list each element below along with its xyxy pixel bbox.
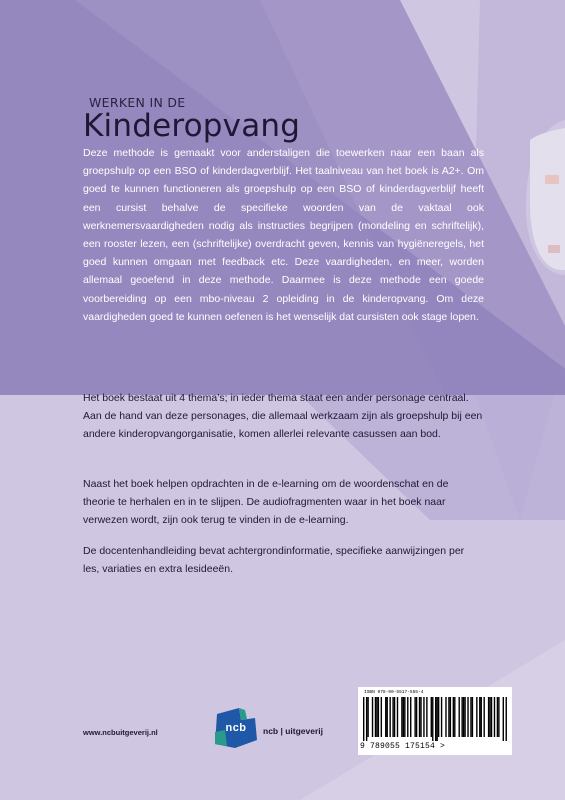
barcode-bar bbox=[420, 697, 421, 737]
barcode-bar bbox=[416, 697, 417, 737]
barcode-bar bbox=[436, 697, 437, 741]
barcode-bar bbox=[423, 697, 424, 737]
barcode-bar bbox=[367, 697, 368, 737]
barcode-bar bbox=[494, 697, 495, 737]
barcode-bar bbox=[381, 697, 382, 737]
book-title: Kinderopvang bbox=[83, 108, 301, 144]
barcode-bar bbox=[489, 697, 490, 737]
barcode-bar bbox=[472, 697, 473, 737]
barcode-bar bbox=[431, 697, 432, 737]
intro-paragraph: Deze methode is gemaakt voor anderstaligen die toewerken naar een baan als groepshulp op een BSO of kinderdagverblijf. Het taalniveau van het boek is A2+. Om goed te kunnen functioneren als groepshulp op een BSO of kinderdagverblijf heeft een cursist behalve de specifieke woorden van de vaktaal ook werknemersvaardigheden nodig als instructies begrijpen (mondeling en schriftelijk), een rooster lezen, een (schriftelijke) overdracht geven, kennis van hygiëneregels, het goed kunnen omgaan met feedback etc. Deze vaardigheden, en meer, worden allemaal geoefend in deze methode. Daarmee is deze methode een goede voorbereiding op een mbo-niveau 2 opleiding in de kinderopvang. Om deze vaardigheden goed te kunnen oefenen is het wenselijk dat cursisten ook stage lopen. bbox=[83, 147, 484, 323]
barcode-digits: 9 789055 175154 > bbox=[360, 742, 446, 751]
barcode-bar bbox=[464, 697, 465, 737]
barcode-bar bbox=[498, 697, 499, 737]
barcode-bar bbox=[438, 697, 439, 737]
barcode-bar bbox=[403, 697, 404, 737]
barcode-bar bbox=[363, 697, 364, 741]
barcode-bar bbox=[387, 697, 388, 737]
barcode-bar bbox=[459, 697, 460, 737]
barcode-bar bbox=[394, 697, 395, 737]
barcode-bars-icon bbox=[363, 697, 507, 741]
logo-text: ncb bbox=[225, 722, 247, 734]
barcode-bar bbox=[392, 697, 393, 737]
barcode-bar bbox=[407, 697, 408, 737]
barcode-bar bbox=[385, 697, 386, 737]
barcode-bar bbox=[404, 697, 405, 737]
barcode-bar bbox=[448, 697, 449, 737]
barcode-bar bbox=[454, 697, 455, 737]
barcode-bar bbox=[503, 697, 504, 741]
barcode-bar bbox=[461, 697, 462, 737]
body-paragraph: Het boek bestaat uit 4 thema’s; in ieder thema staat een ander personage centraal. Aan de hand van deze personages, die allemaal werkzaam zijn als groepshulp bij een andere kinderopvangorganisatie, komen allerlei relevante casussen aan bod. bbox=[83, 392, 483, 441]
barcode-bar bbox=[445, 697, 446, 737]
body-paragraph: De docentenhandleiding bevat achtergrondinformatie, specifieke aanwijzingen per les, variaties en extra lesideeën. bbox=[83, 545, 465, 576]
barcode-bar bbox=[378, 697, 379, 737]
barcode-bar bbox=[479, 697, 480, 737]
barcode-bar bbox=[366, 697, 367, 741]
barcode-bar bbox=[470, 697, 471, 737]
barcode-bar bbox=[453, 697, 454, 737]
barcode-bar bbox=[491, 697, 492, 737]
barcode-bar bbox=[401, 697, 402, 737]
isbn-text: ISBN 978-90-5517-555-4 bbox=[364, 690, 424, 695]
barcode-bar bbox=[389, 697, 390, 737]
barcode-bar bbox=[376, 697, 377, 737]
barcode-bar bbox=[481, 697, 482, 737]
barcode-bar bbox=[414, 697, 415, 737]
barcode-bar bbox=[483, 697, 484, 737]
barcode-bar bbox=[410, 697, 411, 737]
barcode-bar bbox=[397, 697, 398, 737]
barcode-bar bbox=[463, 697, 464, 737]
barcode-bar bbox=[506, 697, 507, 741]
barcode-bar bbox=[450, 697, 451, 737]
barcode-bar bbox=[426, 697, 427, 737]
isbn-barcode bbox=[358, 687, 512, 755]
series-supertitle: WERKEN IN DE bbox=[89, 95, 186, 110]
barcode-bar bbox=[467, 697, 468, 737]
barcode-bar bbox=[375, 697, 376, 737]
body-paragraph: Naast het boek helpen opdrachten in de e-learning om de woordenschat en de theorie te herhalen en in te slijpen. De audiofragmenten waar in het boek naar verwezen wordt, zijn ook terug te vinden in de e-learning. bbox=[83, 478, 449, 527]
barcode-bar bbox=[419, 697, 420, 737]
website-link[interactable]: www.ncbuitgeverij.nl bbox=[83, 728, 158, 737]
barcode-bar bbox=[441, 697, 442, 737]
barcode-bar bbox=[476, 697, 477, 737]
barcode-bar bbox=[497, 697, 498, 737]
barcode-bar bbox=[488, 697, 489, 737]
barcode-bar bbox=[432, 697, 433, 741]
barcode-bar bbox=[435, 697, 436, 741]
barcode-bar bbox=[372, 697, 373, 737]
publisher-name: ncb | uitgeverij bbox=[263, 726, 324, 736]
